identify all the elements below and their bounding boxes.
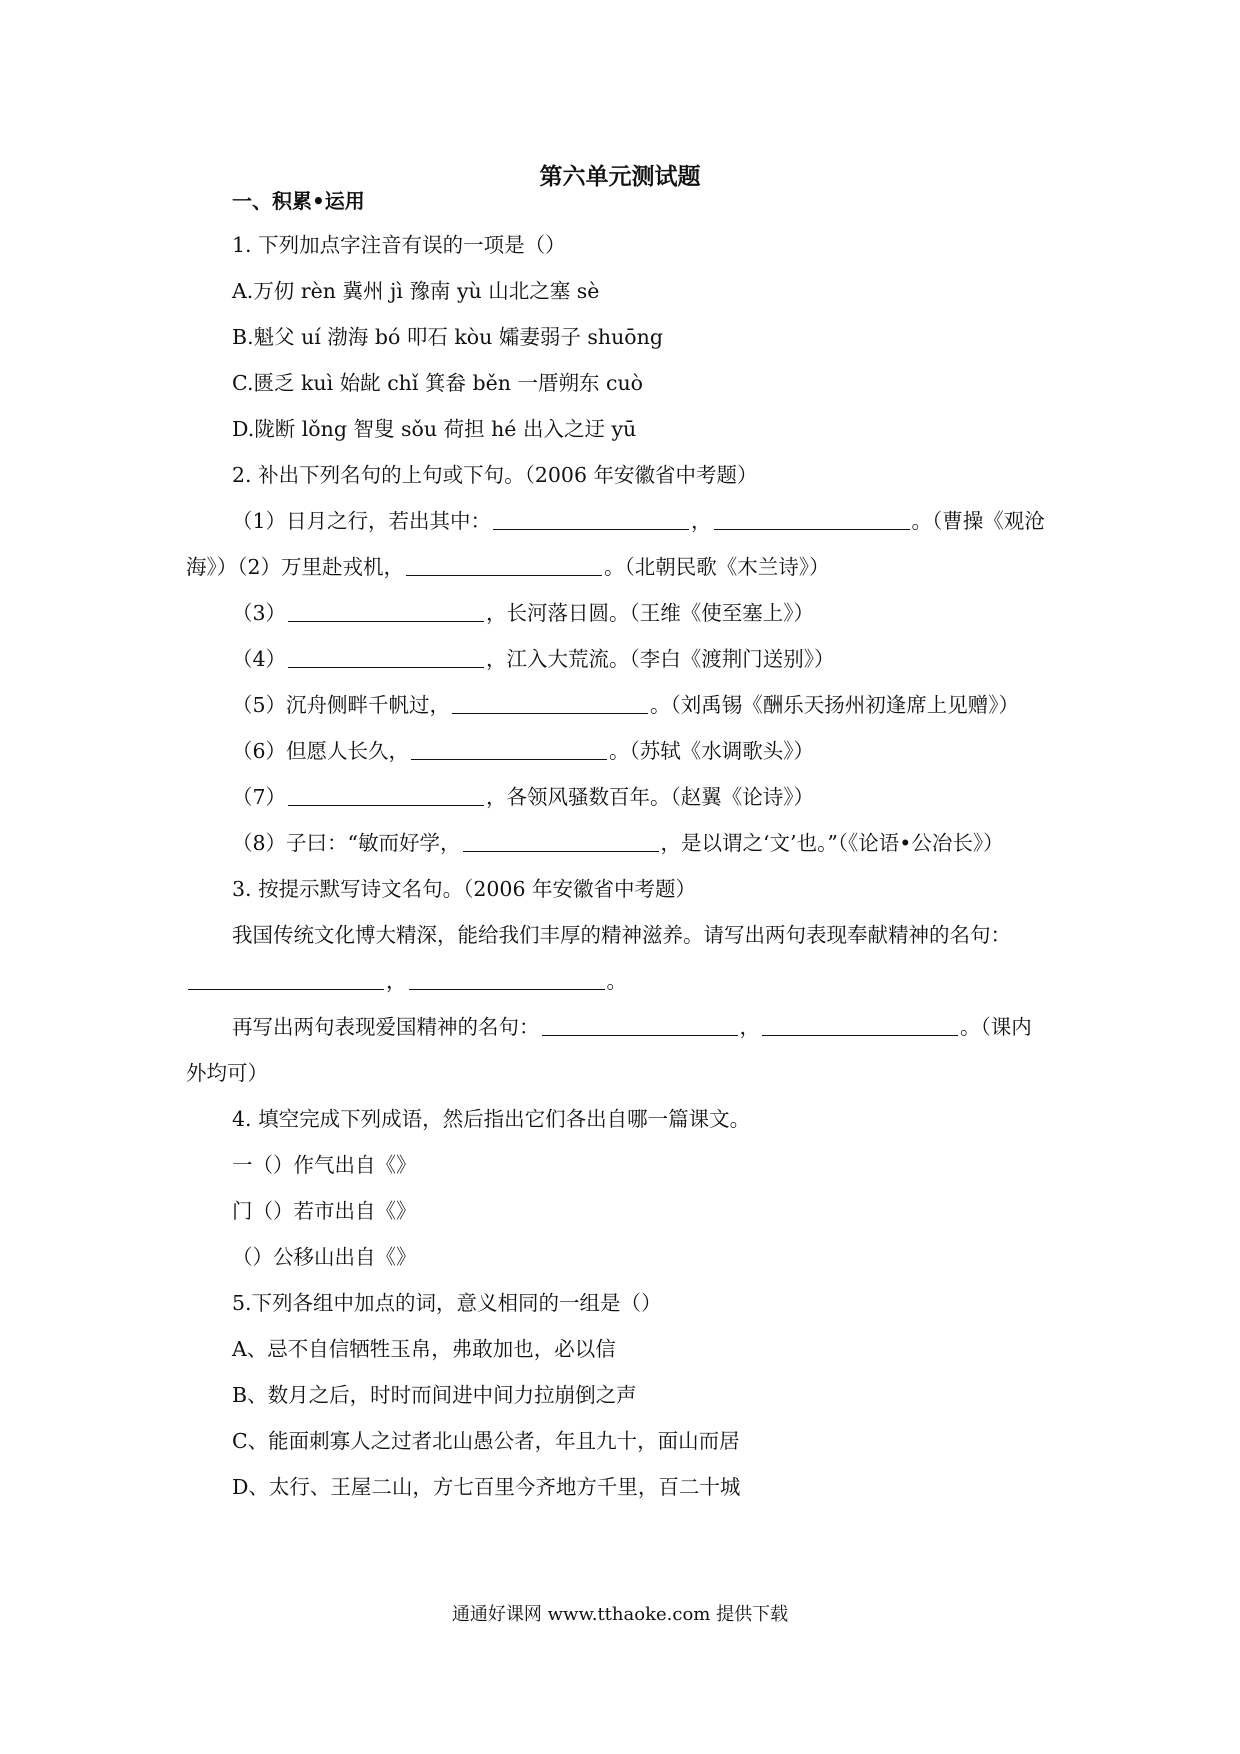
question-5-stem: 5.下列各组中加点的词，意义相同的一组是（） — [232, 1291, 662, 1315]
question-2-item-3 — [232, 598, 814, 628]
item-text: ， — [691, 509, 712, 533]
item-text: ，是以谓之‘文’也。”（《论语•公冶长》） — [660, 831, 1004, 855]
question-1-option-b: B.魁父 uí 渤海 bó 叩石 kòu 孀妻弱子 shuōng — [232, 325, 663, 349]
item-text: ，长河落日圆。（王维《使至塞上》） — [486, 601, 815, 625]
question-2-item-4 — [232, 644, 835, 674]
question-2-item-2 — [186, 552, 830, 582]
item-text: 再写出两句表现爱国精神的名句： — [232, 1015, 540, 1039]
question-3-answer-line-1 — [186, 966, 627, 996]
answer-blank[interactable] — [762, 1015, 958, 1036]
answer-blank[interactable] — [411, 739, 607, 760]
question-3-stem: 3. 按提示默写诗文名句。（2006 年安徽省中考题） — [232, 877, 697, 901]
question-1-option-c: C.匮乏 kuì 始龀 chǐ 箕畚 běn 一厝朔东 cuò — [232, 371, 643, 395]
question-1-stem: 1. 下列加点字注音有误的一项是（） — [232, 233, 566, 257]
item-text: ，各领风骚数百年。（赵翼《论诗》） — [486, 785, 815, 809]
item-text: ， — [739, 1015, 760, 1039]
question-1-option-d: D.陇断 lǒng 智叟 sǒu 荷担 hé 出入之迂 yū — [232, 417, 637, 441]
answer-blank[interactable] — [542, 1015, 738, 1036]
question-4-stem: 4. 填空完成下列成语，然后指出它们各出自哪一篇课文。 — [232, 1107, 751, 1131]
item-text: （8）子曰：“敏而好学， — [232, 831, 461, 855]
answer-blank[interactable] — [188, 969, 384, 990]
section-heading: 一、积累•运用 — [232, 189, 365, 213]
answer-blank[interactable] — [452, 693, 648, 714]
page-footer: 通通好课网 www.tthaoke.com 提供下载 — [451, 1604, 789, 1625]
question-4-idiom-3: （）公移山出自《》 — [232, 1245, 417, 1269]
answer-blank[interactable] — [406, 555, 602, 576]
question-2-item-6 — [232, 736, 814, 766]
item-text: （7） — [232, 785, 287, 809]
question-2-stem: 2. 补出下列名句的上句或下句。（2006 年安徽省中考题） — [232, 463, 758, 487]
question-5-option-b: B、数月之后，时时而间进中间力拉崩倒之声 — [232, 1383, 637, 1407]
item-text: 。（课内 — [960, 1015, 1032, 1039]
answer-blank[interactable] — [714, 509, 910, 530]
question-5-option-a: A、忌不自信牺牲玉帛，弗敢加也，必以信 — [232, 1337, 616, 1361]
question-5-option-d: D、太行、王屋二山，方七百里今齐地方千里，百二十城 — [232, 1475, 741, 1499]
item-text: （4） — [232, 647, 287, 671]
item-text: ，江入大荒流。（李白《渡荆门送别》） — [486, 647, 835, 671]
question-4-idiom-1: 一（）作气出自《》 — [232, 1153, 417, 1177]
question-3-prompt-2 — [232, 1012, 1032, 1042]
item-text: 。（曹操《观沧 — [911, 509, 1045, 533]
answer-blank[interactable] — [288, 601, 484, 622]
item-text: 。（北朝民歌《木兰诗》） — [604, 555, 830, 579]
page-title: 第六单元测试题 — [539, 164, 701, 190]
question-5-option-c: C、能面刺寡人之过者北山愚公者，年且九十，面山而居 — [232, 1429, 740, 1453]
item-text: ， — [386, 969, 407, 993]
item-text: 。 — [606, 969, 627, 993]
answer-blank[interactable] — [288, 785, 484, 806]
item-text: 。（刘禹锡《酬乐天扬州初逢席上见赠》） — [650, 693, 1020, 717]
answer-blank[interactable] — [288, 647, 484, 668]
item-text: （1）日月之行，若出其中： — [232, 509, 492, 533]
question-1-option-a: A.万仞 rèn 冀州 jì 豫南 yù 山北之塞 sè — [232, 279, 600, 303]
question-2-item-7 — [232, 782, 814, 812]
item-text: （5）沉舟侧畔千帆过， — [232, 693, 451, 717]
question-3-prompt-2-cont: 外均可） — [186, 1061, 268, 1085]
item-text: （6）但愿人长久， — [232, 739, 410, 763]
answer-blank[interactable] — [409, 969, 605, 990]
answer-blank[interactable] — [463, 831, 659, 852]
question-3-prompt-1: 我国传统文化博大精深，能给我们丰厚的精神滋养。请写出两句表现奉献精神的名句： — [232, 923, 1011, 947]
question-4-idiom-2: 门（）若市出自《》 — [232, 1199, 417, 1223]
item-text: 。（苏轼《水调歌头》） — [609, 739, 815, 763]
item-text: （3） — [232, 601, 287, 625]
answer-blank[interactable] — [493, 509, 689, 530]
question-2-item-8 — [232, 828, 1004, 858]
question-2-item-5 — [232, 690, 1019, 720]
item-text: 海》）（2）万里赴戎机， — [186, 555, 405, 579]
question-2-item-1 — [232, 506, 1045, 536]
